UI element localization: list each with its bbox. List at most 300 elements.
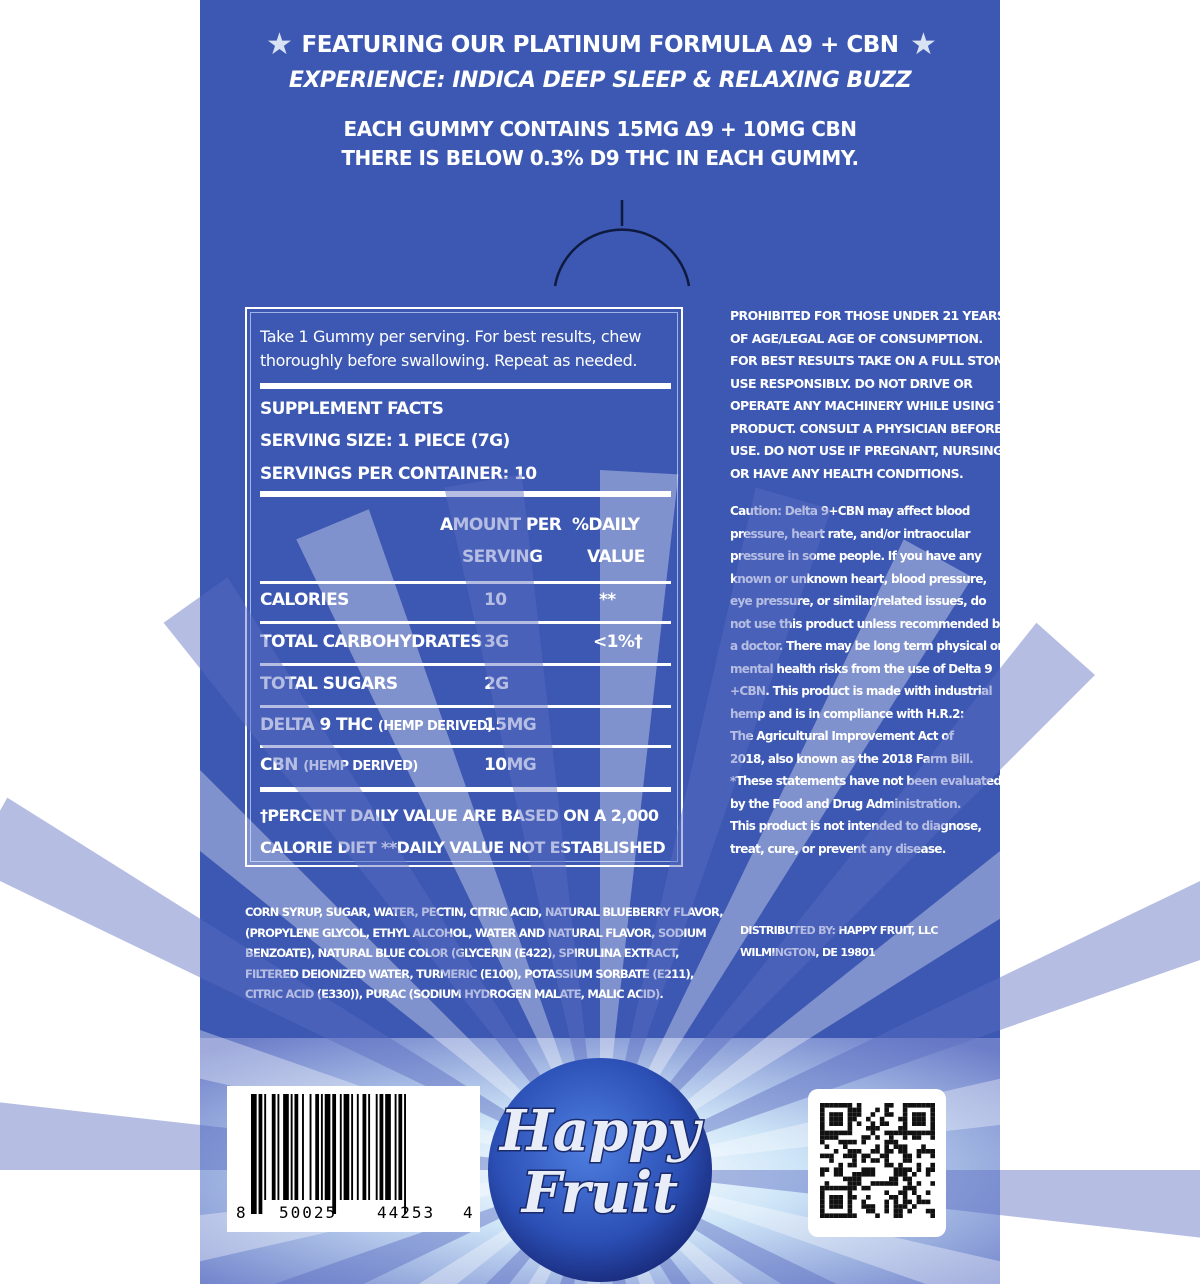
qr-module (907, 1177, 912, 1182)
qr-module (930, 1117, 935, 1122)
qr-module (930, 1167, 935, 1172)
qr-module (829, 1195, 834, 1200)
qr-module (829, 1204, 834, 1209)
header-thc-limit: THERE IS BELOW 0.3% D9 THC IN EACH GUMMY. (341, 146, 859, 170)
qr-code-pattern (808, 1089, 946, 1237)
caution-line: by the Food and Drug Administration. (730, 796, 961, 811)
column-amount-per-label: AMOUNT PER (440, 515, 562, 535)
row-thc-amount: 15MG (484, 715, 537, 735)
qr-module (880, 1117, 885, 1122)
column-value-label: VALUE (587, 547, 645, 567)
hang-hole-cut-line (545, 198, 695, 290)
qr-module (848, 1190, 853, 1195)
qr-module (912, 1103, 917, 1108)
qr-module (852, 1149, 857, 1154)
qr-module (838, 1121, 843, 1126)
qr-module (871, 1167, 876, 1172)
qr-module (898, 1213, 903, 1218)
barcode-bar (398, 1094, 402, 1200)
qr-module (880, 1154, 885, 1159)
qr-module (857, 1149, 862, 1154)
qr-module (884, 1209, 889, 1214)
qr-module (848, 1204, 853, 1209)
qr-module (917, 1135, 922, 1140)
qr-module (820, 1126, 825, 1131)
qr-module (848, 1126, 853, 1131)
qr-module (894, 1140, 899, 1145)
qr-module (843, 1154, 848, 1159)
barcode-bar (368, 1094, 370, 1200)
qr-module (829, 1121, 834, 1126)
qr-module (866, 1154, 871, 1159)
warning-line: OR HAVE ANY HEALTH CONDITIONS. (730, 465, 964, 481)
qr-module (834, 1186, 839, 1191)
qr-module (838, 1163, 843, 1168)
qr-module (912, 1112, 917, 1117)
qr-module (903, 1108, 908, 1113)
qr-module (871, 1121, 876, 1126)
qr-module (852, 1195, 857, 1200)
qr-module (884, 1190, 889, 1195)
qr-module (917, 1167, 922, 1172)
qr-module (894, 1167, 899, 1172)
qr-module (825, 1186, 830, 1191)
qr-module (884, 1108, 889, 1113)
barcode-group-1: 50025 (279, 1203, 338, 1222)
qr-module (912, 1117, 917, 1122)
qr-module (903, 1190, 908, 1195)
qr-module (889, 1112, 894, 1117)
qr-module (930, 1154, 935, 1159)
caution-line: pressure in some people. If you have any (730, 549, 982, 563)
qr-module (861, 1135, 866, 1140)
qr-module (907, 1131, 912, 1136)
barcode-bar (291, 1094, 293, 1200)
row-calories-name: CALORIES (260, 590, 349, 610)
qr-module (917, 1117, 922, 1122)
qr-module (903, 1172, 908, 1177)
qr-module (848, 1186, 853, 1191)
qr-module (834, 1172, 839, 1177)
qr-module (848, 1195, 853, 1200)
qr-module (848, 1108, 853, 1113)
product-back-panel (200, 0, 1038, 1284)
qr-module (875, 1135, 880, 1140)
qr-module (884, 1200, 889, 1205)
qr-module (848, 1213, 853, 1218)
caution-line: Caution: Delta 9+CBN may affect blood (730, 504, 970, 518)
qr-module (834, 1195, 839, 1200)
qr-module (889, 1163, 894, 1168)
barcode-bar (294, 1094, 298, 1200)
qr-module (838, 1112, 843, 1117)
qr-module (825, 1144, 830, 1149)
qr-module (829, 1158, 834, 1163)
qr-module (857, 1121, 862, 1126)
qr-module (930, 1131, 935, 1136)
qr-module (907, 1209, 912, 1214)
qr-module (852, 1213, 857, 1218)
qr-module (848, 1154, 853, 1159)
qr-module (838, 1195, 843, 1200)
qr-module (838, 1167, 843, 1172)
qr-module (880, 1121, 885, 1126)
qr-module (889, 1195, 894, 1200)
qr-module (834, 1200, 839, 1205)
qr-module (820, 1186, 825, 1191)
qr-module (829, 1112, 834, 1117)
qr-module (866, 1126, 871, 1131)
qr-module (894, 1213, 899, 1218)
qr-module (857, 1172, 862, 1177)
qr-module (848, 1163, 853, 1168)
qr-module (820, 1167, 825, 1172)
qr-module (894, 1177, 899, 1182)
qr-module (930, 1103, 935, 1108)
qr-module (848, 1149, 853, 1154)
qr-module (884, 1154, 889, 1159)
qr-module (820, 1135, 825, 1140)
qr-module (825, 1213, 830, 1218)
barcode (227, 1086, 480, 1232)
row-calories-amount: 10 (484, 590, 507, 610)
qr-module (820, 1209, 825, 1214)
qr-module (866, 1204, 871, 1209)
qr-module (852, 1112, 857, 1117)
barcode-bar (259, 1094, 263, 1214)
barcode-bar (344, 1094, 350, 1200)
qr-module (907, 1186, 912, 1191)
warning-line: USE RESPONSIBLY. DO NOT DRIVE OR (730, 375, 973, 391)
qr-module (889, 1135, 894, 1140)
caution-line: a doctor. There may be long term physical or (730, 639, 1003, 653)
barcode-bar (264, 1094, 266, 1200)
qr-module (884, 1112, 889, 1117)
qr-module (894, 1144, 899, 1149)
qr-module (889, 1131, 894, 1136)
qr-module (894, 1195, 899, 1200)
barcode-bar (404, 1094, 406, 1214)
qr-module (834, 1167, 839, 1172)
qr-module (852, 1181, 857, 1186)
qr-module (843, 1103, 848, 1108)
qr-module (903, 1195, 908, 1200)
qr-module (848, 1200, 853, 1205)
qr-module (912, 1186, 917, 1191)
caution-line: The Agricultural Improvement Act of (730, 729, 954, 743)
column-daily-label: %DAILY (572, 515, 640, 535)
qr-module (903, 1177, 908, 1182)
qr-module (894, 1181, 899, 1186)
qr-module (875, 1144, 880, 1149)
qr-module (903, 1186, 908, 1191)
qr-module (820, 1131, 825, 1136)
qr-module (861, 1200, 866, 1205)
qr-module (903, 1131, 908, 1136)
qr-module (907, 1167, 912, 1172)
qr-module (926, 1200, 931, 1205)
qr-module (903, 1126, 908, 1131)
qr-module (838, 1117, 843, 1122)
qr-module (848, 1209, 853, 1214)
barcode-bars (227, 1086, 480, 1232)
qr-code[interactable] (808, 1089, 946, 1237)
barcode-bar (310, 1094, 312, 1200)
qr-module (875, 1158, 880, 1163)
row-calories-daily: ** (599, 590, 616, 610)
barcode-bar (272, 1094, 276, 1200)
qr-module (917, 1103, 922, 1108)
qr-module (917, 1154, 922, 1159)
qr-module (907, 1200, 912, 1205)
qr-module (848, 1112, 853, 1117)
distributor-address: WILMINGTON, DE 19801 (740, 946, 876, 959)
qr-module (834, 1204, 839, 1209)
qr-module (921, 1112, 926, 1117)
qr-module (884, 1163, 889, 1168)
qr-module (921, 1121, 926, 1126)
logo-word-fruit: Fruit (521, 1160, 679, 1226)
qr-module (829, 1131, 834, 1136)
qr-module (917, 1149, 922, 1154)
distributor-line: DISTRIBUTED BY: HAPPY FRUIT, LLC (740, 924, 938, 937)
qr-module (843, 1186, 848, 1191)
qr-module (848, 1117, 853, 1122)
qr-module (894, 1204, 899, 1209)
qr-module (861, 1186, 866, 1191)
qr-module (907, 1154, 912, 1159)
ingredients-line: CITRIC ACID (E330)), PURAC (SODIUM HYDROGEN MALATE, MALIC ACID). (245, 987, 663, 1001)
warning-block (730, 305, 1037, 485)
star-icon-right: ★ (910, 28, 937, 61)
warning-line: PROHIBITED FOR THOSE UNDER 21 YEARS (730, 308, 1006, 323)
qr-module (829, 1186, 834, 1191)
qr-module (834, 1112, 839, 1117)
qr-module (912, 1190, 917, 1195)
qr-module (866, 1195, 871, 1200)
qr-module (871, 1112, 876, 1117)
qr-module (921, 1117, 926, 1122)
caution-line: mental health risks from the use of Delta 9 (730, 661, 992, 676)
qr-module (820, 1154, 825, 1159)
qr-module (898, 1117, 903, 1122)
qr-module (903, 1200, 908, 1205)
qr-module (930, 1135, 935, 1140)
qr-module (930, 1108, 935, 1113)
supplement-facts-title: SUPPLEMENT FACTS (260, 399, 444, 419)
header-contents: EACH GUMMY CONTAINS 15MG Δ9 + 10MG CBN (343, 117, 857, 141)
qr-module (852, 1172, 857, 1177)
qr-module (848, 1140, 853, 1145)
qr-module (848, 1181, 853, 1186)
barcode-digit-right: 4 (463, 1203, 473, 1222)
qr-module (898, 1204, 903, 1209)
qr-module (889, 1103, 894, 1108)
caution-line: treat, cure, or prevent any disease. (730, 841, 946, 856)
qr-module (903, 1167, 908, 1172)
barcode-bar (380, 1094, 384, 1200)
row-thc-name: DELTA 9 THC (HEMP DERIVED) (260, 715, 493, 735)
directions-line-1: Take 1 Gummy per serving. For best results, chew (260, 327, 642, 346)
qr-module (866, 1135, 871, 1140)
qr-module (838, 1103, 843, 1108)
qr-module (926, 1131, 931, 1136)
qr-module (843, 1213, 848, 1218)
qr-module (875, 1108, 880, 1113)
qr-module (825, 1131, 830, 1136)
qr-module (834, 1149, 839, 1154)
qr-module (852, 1154, 857, 1159)
qr-module (894, 1200, 899, 1205)
qr-module (820, 1140, 825, 1145)
qr-module (921, 1149, 926, 1154)
qr-module (848, 1177, 853, 1182)
directions-line-2: thoroughly before swallowing. Repeat as needed. (260, 351, 638, 370)
barcode-bar (363, 1094, 367, 1200)
caution-line: known or unknown heart, blood pressure, (730, 571, 987, 586)
barcode-bar (385, 1094, 391, 1200)
qr-module (820, 1213, 825, 1218)
qr-module (871, 1181, 876, 1186)
qr-module (843, 1140, 848, 1145)
qr-module (907, 1158, 912, 1163)
qr-module (903, 1112, 908, 1117)
qr-module (894, 1209, 899, 1214)
qr-module (903, 1144, 908, 1149)
barcode-bar (315, 1094, 319, 1200)
qr-module (884, 1103, 889, 1108)
qr-module (871, 1204, 876, 1209)
qr-module (848, 1121, 853, 1126)
qr-module (843, 1177, 848, 1182)
qr-module (930, 1149, 935, 1154)
qr-module (894, 1172, 899, 1177)
qr-module (930, 1121, 935, 1126)
qr-module (921, 1103, 926, 1108)
qr-module (871, 1149, 876, 1154)
row-sugars-amount: 2G (484, 674, 509, 694)
qr-module (917, 1195, 922, 1200)
qr-module (829, 1103, 834, 1108)
qr-module (861, 1140, 866, 1145)
warning-line: PRODUCT. CONSULT A PHYSICIAN BEFORE (730, 420, 1003, 436)
qr-module (898, 1167, 903, 1172)
qr-module (857, 1108, 862, 1113)
caution-line: pressure, heart rate, and/or intraocular (730, 526, 970, 541)
qr-module (894, 1131, 899, 1136)
warning-line: OPERATE ANY MACHINERY WHILE USING THIS (730, 398, 1028, 413)
qr-module (917, 1200, 922, 1205)
qr-module (848, 1103, 853, 1108)
qr-module (884, 1181, 889, 1186)
qr-module (829, 1117, 834, 1122)
ingredients-line: FILTERED DEIONIZED WATER, TURMERIC (E100), POTASSIUM SORBATE (E211), (245, 966, 694, 981)
qr-module (857, 1177, 862, 1182)
footnote-line-1: †PERCENT DAILY VALUE ARE BASED ON A 2,000 (260, 806, 659, 825)
qr-module (898, 1209, 903, 1214)
qr-module (898, 1163, 903, 1168)
qr-module (926, 1190, 931, 1195)
qr-module (889, 1177, 894, 1182)
qr-module (912, 1172, 917, 1177)
header-formula: FEATURING OUR PLATINUM FORMULA Δ9 + CBN (301, 32, 899, 58)
qr-module (825, 1167, 830, 1172)
qr-module (884, 1204, 889, 1209)
qr-module (921, 1144, 926, 1149)
qr-module (852, 1117, 857, 1122)
qr-module (838, 1140, 843, 1145)
qr-module (930, 1181, 935, 1186)
qr-module (884, 1121, 889, 1126)
column-serving-label: SERVING (462, 547, 543, 567)
qr-module (875, 1126, 880, 1131)
row-thc-sub: (HEMP DERIVED) (377, 719, 493, 734)
qr-module (820, 1190, 825, 1195)
qr-module (917, 1121, 922, 1126)
qr-module (912, 1135, 917, 1140)
barcode-bar (357, 1094, 359, 1200)
row-cbn-name: CBN (HEMP DERIVED) (260, 755, 418, 775)
qr-module (907, 1103, 912, 1108)
caution-line: 2018, also known as the 2018 Farm Bill. (730, 751, 974, 766)
barcode-bar (376, 1094, 378, 1200)
ingredients-line: (PROPYLENE GLYCOL, ETHYL ALCOHOL, WATER AND NATURAL FLAVOR, SODIUM (245, 925, 706, 940)
qr-module (926, 1209, 931, 1214)
qr-module (898, 1190, 903, 1195)
qr-module (903, 1158, 908, 1163)
qr-module (834, 1213, 839, 1218)
qr-module (834, 1135, 839, 1140)
qr-module (889, 1140, 894, 1145)
qr-module (898, 1149, 903, 1154)
qr-module (898, 1144, 903, 1149)
qr-module (857, 1112, 862, 1117)
barcode-bar (251, 1094, 257, 1214)
qr-module (834, 1131, 839, 1136)
qr-module (884, 1131, 889, 1136)
row-cbn-sub: (HEMP DERIVED) (303, 759, 418, 774)
qr-module (838, 1186, 843, 1191)
qr-module (825, 1154, 830, 1159)
warning-line: USE. DO NOT USE IF PREGNANT, NURSING, (730, 443, 1007, 458)
caution-line: eye pressure, or similar/related issues, do (730, 594, 986, 608)
qr-module (930, 1112, 935, 1117)
warning-line: FOR BEST RESULTS TAKE ON A FULL STOMACH. (730, 353, 1038, 368)
qr-module (852, 1158, 857, 1163)
qr-module (866, 1117, 871, 1122)
qr-module (903, 1149, 908, 1154)
qr-module (875, 1149, 880, 1154)
qr-module (912, 1131, 917, 1136)
qr-module (866, 1186, 871, 1191)
qr-module (861, 1167, 866, 1172)
qr-module (829, 1213, 834, 1218)
qr-module (838, 1213, 843, 1218)
qr-module (829, 1154, 834, 1159)
qr-module (875, 1213, 880, 1218)
qr-module (921, 1200, 926, 1205)
barcode-group-2: 44253 (377, 1203, 436, 1222)
qr-module (866, 1209, 871, 1214)
qr-module (889, 1149, 894, 1154)
qr-module (861, 1172, 866, 1177)
logo-word-happy: Happy (499, 1098, 701, 1164)
qr-module (903, 1121, 908, 1126)
qr-module (903, 1117, 908, 1122)
row-carbs-name: TOTAL CARBOHYDRATES (260, 632, 482, 652)
warning-line: OF AGE/LEGAL AGE OF CONSUMPTION. (730, 330, 983, 346)
barcode-bar (277, 1094, 279, 1200)
